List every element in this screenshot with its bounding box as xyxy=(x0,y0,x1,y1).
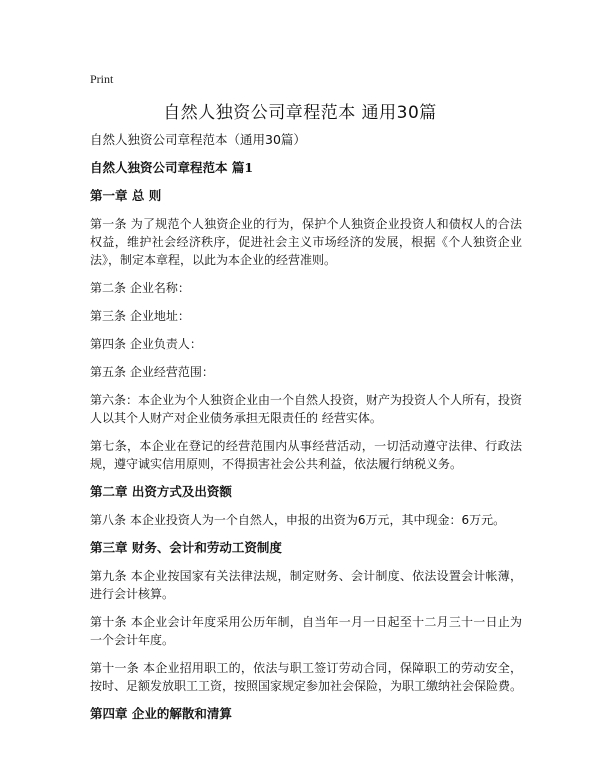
chapter-heading: 第一章 总 则 xyxy=(90,188,162,203)
article-title: 自然人独资公司章程范本 篇1 xyxy=(90,160,254,175)
print-link[interactable]: Print xyxy=(90,72,114,86)
clause-paragraph: 第四条 企业负责人： xyxy=(90,337,202,351)
clause-paragraph: 第十条 本企业会计年度采用公历年制，自当年一月一日起至十二月三十一日止为一个会计年度。 xyxy=(90,615,522,647)
clause-paragraph: 第六条：本企业为个人独资企业由一个自然人投资，财产为投资人个人所有，投资人以其个人财产对企业债务承担无限责任的 经营实体。 xyxy=(90,393,523,425)
document-title: 自然人独资公司章程范本 通用30篇 xyxy=(163,103,437,123)
clause-paragraph: 第一条 为了规范个人独资企业的行为，保护个人独资企业投资人和债权人的合法权益，维护社会经济秩序，促进社会主义市场经济的发展，根据《个人独资企业法》，制定本章程，以此为本企业的经营准则。 xyxy=(90,217,522,267)
chapter-heading: 第三章 财务、会计和劳动工资制度 xyxy=(90,540,282,555)
clause-paragraph: 第七条，本企业在登记的经营范围内从事经营活动，一切活动遵守法律、行政法规，遵守诚实信用原则，不得损害社会公共利益，依法履行纳税义务。 xyxy=(90,439,522,471)
clause-paragraph: 第三条 企业地址： xyxy=(90,309,190,323)
chapter-heading: 第二章 出资方式及出资额 xyxy=(90,484,232,499)
clause-paragraph: 第八条 本企业投资人为一个自然人，申报的出资为6万元，其中现金：6万元。 xyxy=(90,513,506,527)
document-subtitle: 自然人独资公司章程范本（通用30篇） xyxy=(90,132,306,147)
clause-paragraph: 第十一条 本企业招用职工的，依法与职工签订劳动合同，保障职工的劳动安全，按时、足额发放职工工资，按照国家规定参加社会保险，为职工缴纳社会保险费。 xyxy=(90,661,523,693)
clause-paragraph: 第九条 本企业按国家有关法律法规，制定财务、会计制度、依法设置会计帐薄，进行会计核算。 xyxy=(90,569,522,601)
document-body xyxy=(90,131,522,733)
clause-paragraph: 第五条 企业经营范围： xyxy=(90,365,214,379)
chapter-heading: 第四章 企业的解散和清算 xyxy=(90,706,232,721)
clause-paragraph: 第二条 企业名称： xyxy=(90,281,190,295)
